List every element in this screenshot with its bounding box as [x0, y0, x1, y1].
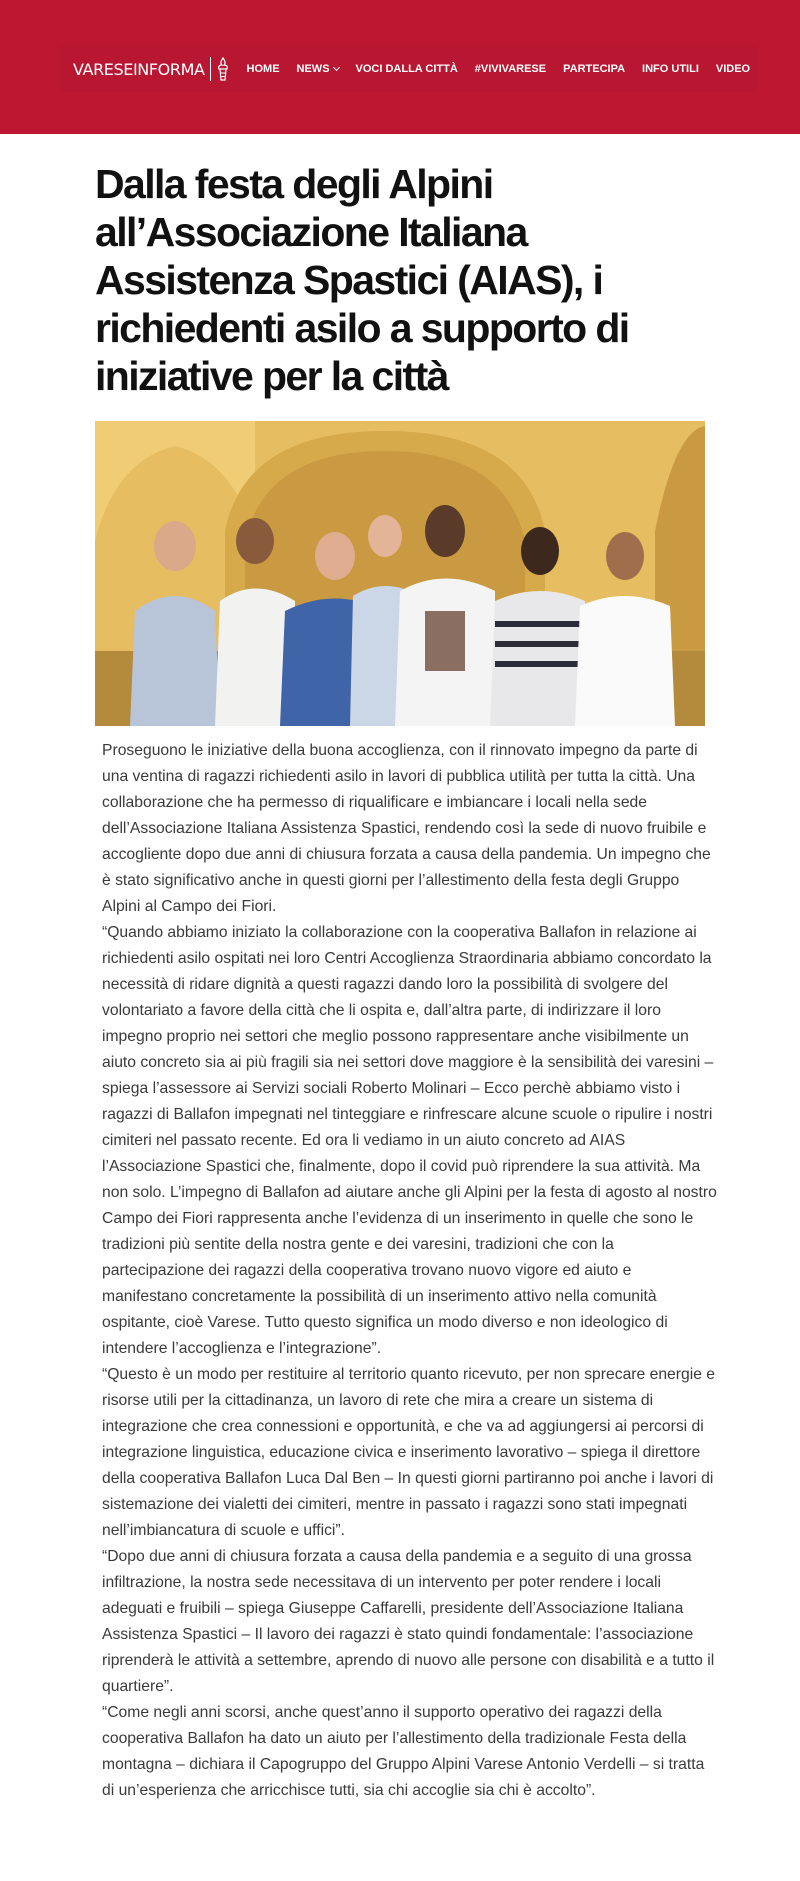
- article-body: [102, 738, 720, 1804]
- site-header: [0, 0, 800, 134]
- article-header: [95, 160, 705, 437]
- paragraph: “Dopo due anni di chiusura forzata a causa della pandemia e a seguito di una grossa infiltrazione, la nostra sede necessitava di un intervento per poter rendere i locali adeguati e fruibili – spiega Giuseppe Caffarelli, presidente dell’Associazione Italiana Assistenza Spastici – Il lavoro dei ragazzi è stato quindi fondamentale: l’associazione riprenderà le attività a settembre, aprendo di nuovo alle persone con disabilità e a tutto il quartiere”.: [102, 1548, 715, 1695]
- chevron-down-icon: [332, 64, 339, 71]
- paragraph: “Quando abbiamo iniziato la collaborazione con la cooperativa Ballafon in relazione ai richiedenti asilo ospitati nei loro Centri Accoglienza Straordinaria abbiamo concordato la necessità di ridare dignità a questi ragazzi dando loro la possibilità di svolgere del volontariato a favore della città che li ospita e, dall’altra parte, di indirizzare il loro impegno proprio nei settori che meglio possono rappresentare anche visibilmente un aiuto concreto sia ai più fragili sia nei settori dove maggiore è la sensibilità dei varesini – spiega l’assessore ai Servizi sociali Roberto Molinari – Ecco perchè abbiamo visto i ragazzi di Ballafon impegnati nel tinteggiare e rinfrescare alcune scuole o ripulire i nostri cimiteri nel passato recente. Ed ora li vediamo in un aiuto concreto ad AIAS l’Associazione Spastici che, finalmente, dopo il covid può riprendere la sua attività. Ma non solo. L’impegno di Ballafon ad aiutare anche gli Alpini per la festa di agosto al nostro Campo dei Fiori rappresenta anche l’evidenza di un inserimento in quelle che sono le tradizioni più sentite della nostra gente e dei varesini, tradizioni che con la partecipazione dei ragazzi della cooperativa trovano nuovo vigore ed aiuto e manifestano concretamente la possibilità di un inserimento attivo nella comunità ospitante, cioè Varese. Tutto questo significa un modo diverso e non ideologico di intendere l’accoglienza e l’integrazione”.: [102, 924, 717, 1357]
- paragraph: “Questo è un modo per restituire al territorio quanto ricevuto, per non sprecare energie e risorse utili per la cittadinanza, un lavoro di rete che mira a creare un sistema di integrazione che crea connessioni e opportunità, e che va ad aggiungersi ai percorsi di integrazione linguistica, educazione civica e inserimento lavorativo – spiega il direttore della cooperativa Ballafon Luca Dal Ben – In questi giorni partiranno poi anche i lavori di sistemazione dei vialetti dei cimiteri, mentre in passato i ragazzi sono stati impegnati nell’imbiancatura di scuole e uffici”.: [102, 1366, 716, 1539]
- site-logo[interactable]: [73, 54, 231, 84]
- nav-home[interactable]: HOME: [246, 63, 280, 75]
- nav-news[interactable]: NEWS: [297, 63, 339, 75]
- article-photo: [95, 421, 705, 726]
- nav-voci-dalla-citta[interactable]: VOCI DALLA CITTÀ: [355, 63, 458, 75]
- main-menu: [247, 63, 751, 75]
- nav-video[interactable]: VIDEO: [715, 63, 751, 75]
- nav-vivivarese[interactable]: #VIVIVARESE: [474, 63, 547, 75]
- logo-divider: [210, 57, 211, 81]
- paragraph: “Come negli anni scorsi, anche quest’anno il supporto operativo dei ragazzi della cooperativa Ballafon ha dato un aiuto per l’allestimento della tradizionale Festa della montagna – dichiara il Capogruppo del Gruppo Alpini Varese Antonio Verdelli – si tratta di un’esperienza che arricchisce tutti, sia chi accoglie sia chi è accolto”.: [102, 1704, 705, 1799]
- nav-partecipa[interactable]: PARTECIPA: [563, 63, 626, 75]
- navbar: [60, 46, 757, 92]
- torch-icon: [215, 56, 231, 82]
- group-photo-illustration: [95, 421, 705, 726]
- paragraph: Proseguono le iniziative della buona accoglienza, con il rinnovato impegno da parte di una ventina di ragazzi richiedenti asilo in lavori di pubblica utilità per tutta la città. Una collaborazione che ha permesso di riqualificare e imbiancare i locali nella sede dell’Associazione Italiana Assistenza Spastici, rendendo così la sede di nuovo fruibile e accogliente dopo due anni di chiusura forzata a causa della pandemia. Un impegno che è stato significativo anche in questi giorni per l’allestimento della festa degli Gruppo Alpini al Campo dei Fiori.: [102, 742, 711, 915]
- logo-text: VARESEINFORMA: [73, 59, 205, 79]
- article-title: Dalla festa degli Alpini all’Associazione Italiana Assistenza Spastici (AIAS), i richiedenti asilo a supporto di iniziative per la città: [95, 161, 629, 399]
- nav-info-utili[interactable]: INFO UTILI: [642, 63, 699, 75]
